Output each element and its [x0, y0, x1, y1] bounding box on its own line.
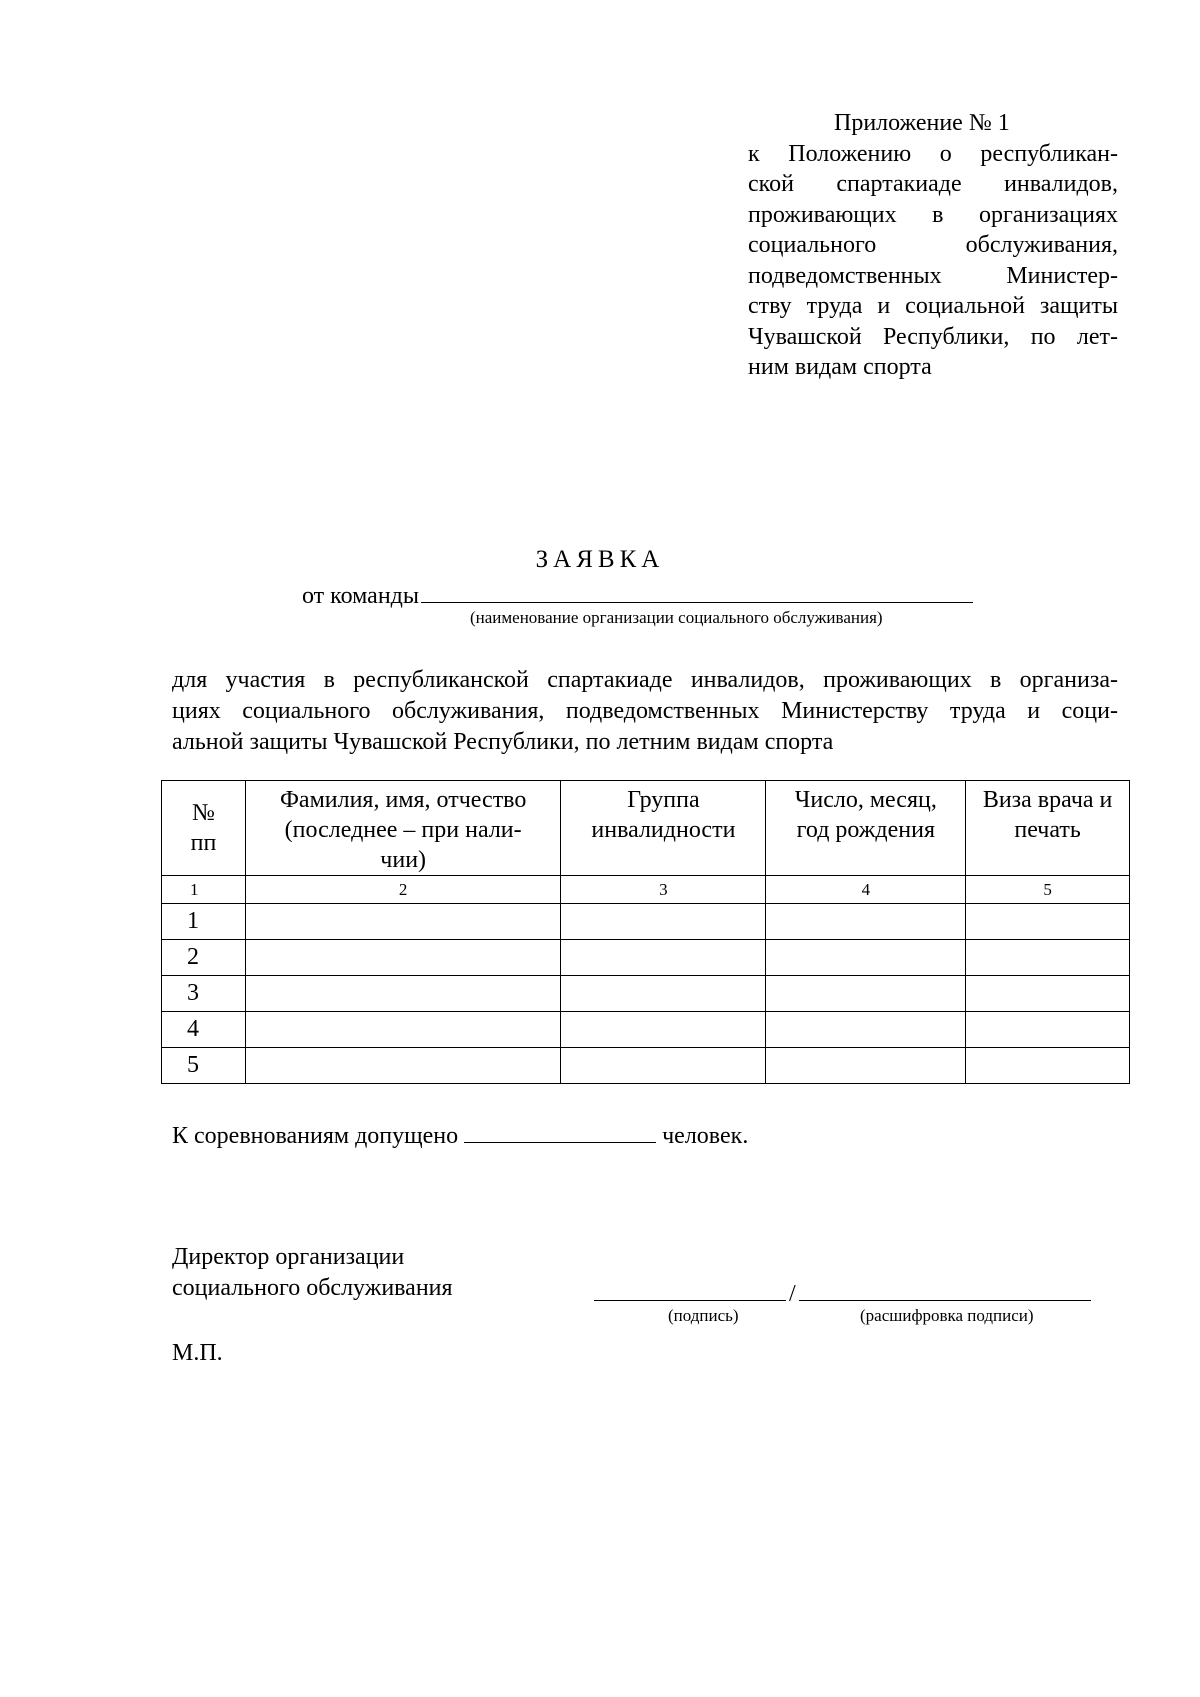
- admitted-count-field[interactable]: [464, 1122, 656, 1143]
- signature-row: [594, 1278, 1091, 1308]
- from-team-label: от команды: [302, 583, 420, 609]
- appendix-block: [748, 108, 1118, 383]
- header-birthdate: Число, месяц, год рождения: [766, 781, 966, 876]
- disability-group-cell[interactable]: [561, 1012, 766, 1048]
- column-numbers-row: [162, 876, 1130, 904]
- signature-decryption-field[interactable]: [799, 1278, 1091, 1301]
- row-number: 5: [162, 1048, 246, 1084]
- stamp-label: М.П.: [172, 1340, 223, 1366]
- signature-caption: (подпись): [668, 1306, 739, 1325]
- table-row: [162, 1048, 1130, 1084]
- director-title: [172, 1242, 453, 1304]
- birthdate-cell[interactable]: [766, 1012, 966, 1048]
- column-number: 3: [561, 876, 766, 904]
- birthdate-cell[interactable]: [766, 940, 966, 976]
- column-number: 4: [766, 876, 966, 904]
- table-row: [162, 904, 1130, 940]
- fullname-cell[interactable]: [245, 940, 560, 976]
- director-line: Директор организации: [172, 1244, 405, 1270]
- birthdate-cell[interactable]: [766, 976, 966, 1012]
- doctor-visa-cell[interactable]: [966, 940, 1130, 976]
- appendix-line: ской спартакиаде инвалидов,: [748, 171, 1118, 197]
- form-title: ЗАЯВКА: [535, 546, 665, 573]
- appendix-line: проживающих в организациях: [748, 201, 1118, 228]
- birthdate-cell[interactable]: [766, 1048, 966, 1084]
- from-team-row: [302, 580, 973, 610]
- disability-group-cell[interactable]: [561, 1048, 766, 1084]
- fullname-cell[interactable]: [245, 976, 560, 1012]
- header-disability-group: Группа инвалидности: [561, 781, 766, 876]
- admitted-suffix: человек.: [662, 1123, 749, 1149]
- fullname-cell[interactable]: [245, 1012, 560, 1048]
- fullname-cell[interactable]: [245, 1048, 560, 1084]
- purpose-line: альной защиты Чувашской Республики, по летним видам спорта: [172, 729, 834, 755]
- column-number: 1: [162, 876, 246, 904]
- header-fullname: Фамилия, имя, отчество (последнее – при нали-чии): [245, 781, 560, 876]
- admitted-prefix: К соревнованиям допущено: [172, 1123, 459, 1149]
- doctor-visa-cell[interactable]: [966, 904, 1130, 940]
- appendix-line: ству труда и социальной защиты: [748, 293, 1118, 319]
- appendix-title: Приложение № 1: [834, 110, 1010, 136]
- purpose-line: циях социального обслуживания, подведомственных Министерству труда и соци-: [172, 698, 1118, 724]
- purpose-line: для участия в республиканской спартакиаде инвалидов, проживающих в организа-: [172, 667, 1118, 693]
- row-number: 4: [162, 1012, 246, 1048]
- column-number: 2: [245, 876, 560, 904]
- admitted-row: [172, 1122, 748, 1150]
- participants-table: [161, 780, 1130, 1084]
- header-doctor-visa: Виза врача и печать: [966, 781, 1130, 876]
- org-caption: (наименование организации социального обслуживания): [470, 608, 883, 627]
- doctor-visa-cell[interactable]: [966, 1048, 1130, 1084]
- table-header-row: [162, 781, 1130, 876]
- row-number: 3: [162, 976, 246, 1012]
- team-name-field[interactable]: [421, 580, 973, 603]
- appendix-line: социального обслуживания,: [748, 232, 1118, 258]
- birthdate-cell[interactable]: [766, 904, 966, 940]
- appendix-line: подведомственных Министер-: [748, 262, 1118, 289]
- director-line: социального обслуживания: [172, 1275, 453, 1301]
- decryption-caption: (расшифровка подписи): [860, 1306, 1034, 1325]
- header-number: № пп: [162, 781, 246, 876]
- column-number: 5: [966, 876, 1130, 904]
- purpose-paragraph: [172, 665, 1118, 758]
- table-row: [162, 1012, 1130, 1048]
- table-row: [162, 940, 1130, 976]
- disability-group-cell[interactable]: [561, 976, 766, 1012]
- signature-separator: /: [789, 1281, 796, 1307]
- disability-group-cell[interactable]: [561, 904, 766, 940]
- appendix-line: к Положению о республикан-: [748, 140, 1118, 167]
- doctor-visa-cell[interactable]: [966, 976, 1130, 1012]
- table-row: [162, 976, 1130, 1012]
- doctor-visa-cell[interactable]: [966, 1012, 1130, 1048]
- appendix-line: Чувашской Республики, по лет-: [748, 323, 1118, 350]
- fullname-cell[interactable]: [245, 904, 560, 940]
- disability-group-cell[interactable]: [561, 940, 766, 976]
- appendix-line: ним видам спорта: [748, 354, 932, 380]
- row-number: 1: [162, 904, 246, 940]
- signature-field[interactable]: [594, 1278, 786, 1301]
- row-number: 2: [162, 940, 246, 976]
